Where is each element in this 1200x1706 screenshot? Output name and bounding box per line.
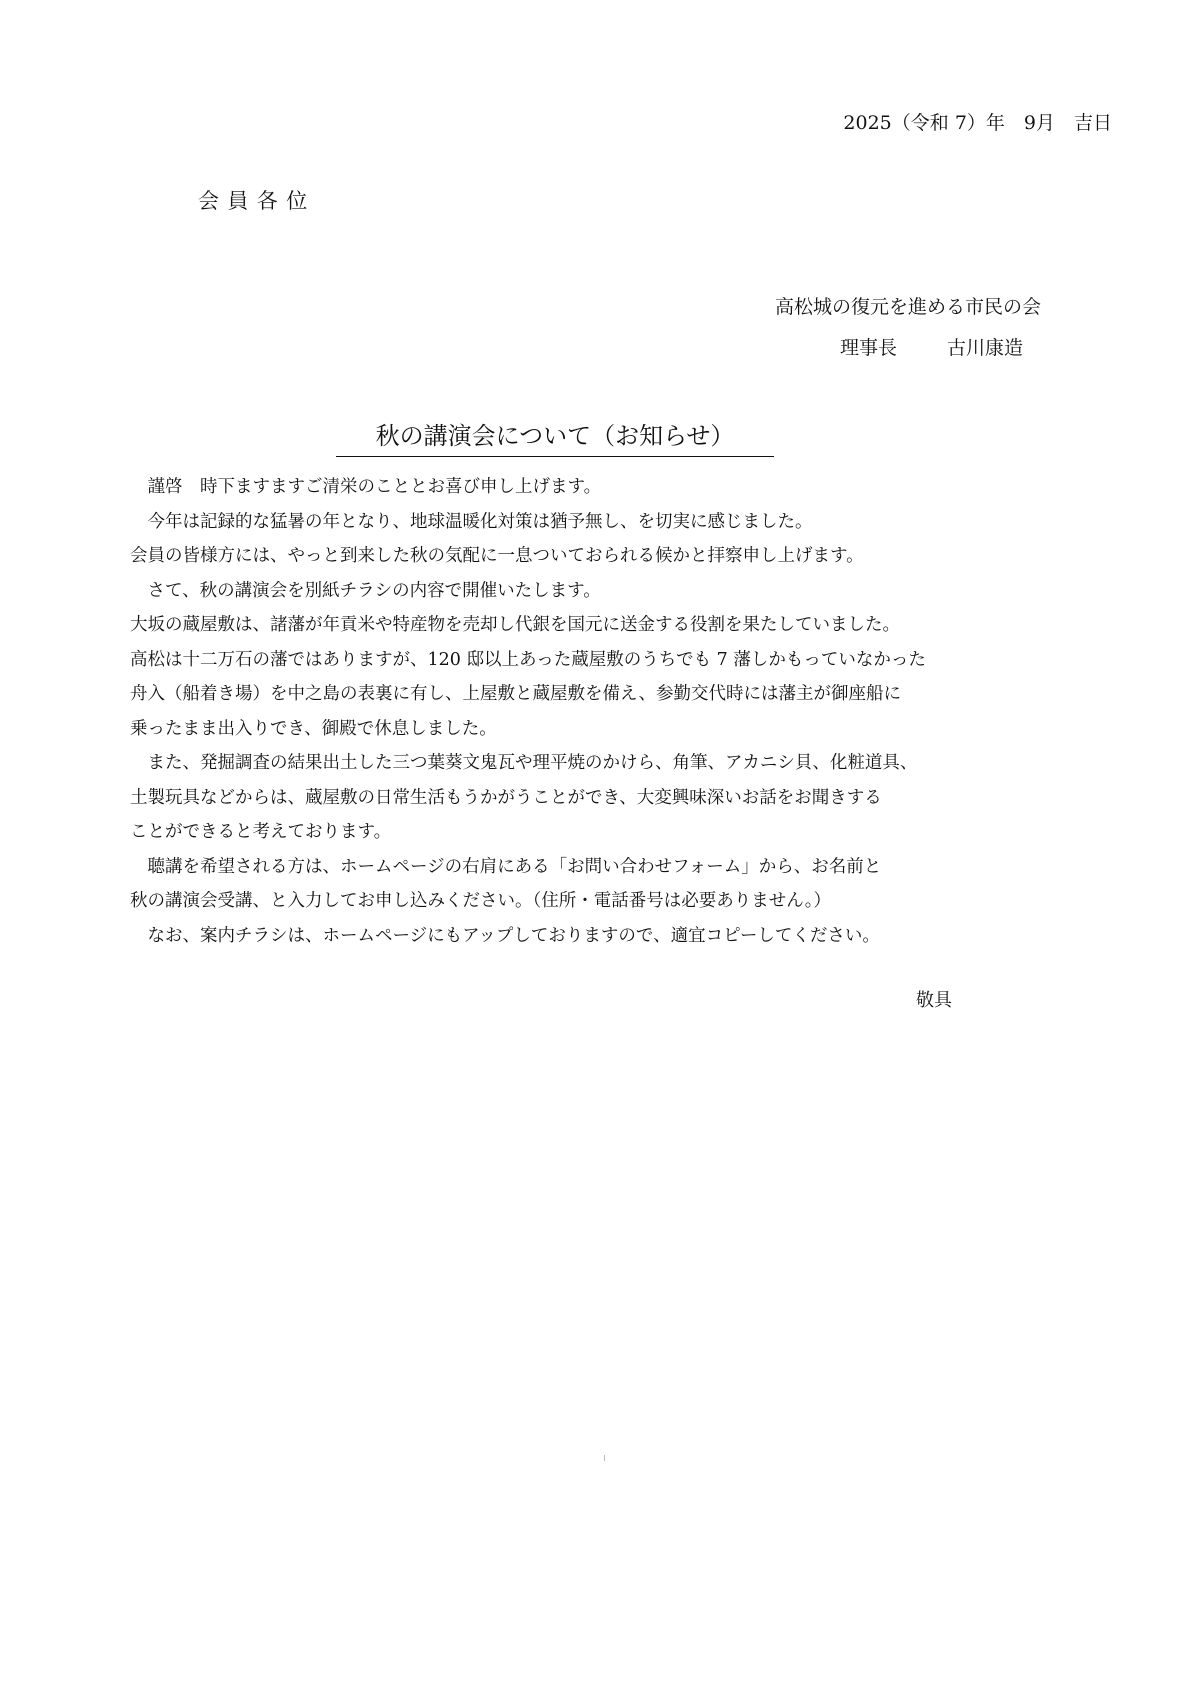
body-line: ことができると考えております。 [130,822,392,842]
scan-speck [604,1455,605,1461]
body-line: 聴講を希望される方は、ホームページの右肩にある「お問い合わせフォーム」から、お名前と [130,856,882,877]
body-line: さて、秋の講演会を別紙チラシの内容で開催いたします。 [130,580,601,601]
body-line: 舟入（船着き場）を中之島の表裏に有し、上屋敷と蔵屋敷を備え、参勤交代時には藩主が御座船に [130,684,902,704]
body-line: 乗ったまま出入りでき、御殿で休息しました。 [130,718,497,739]
sender-organization: 高松城の復元を進める市民の会 [775,296,1042,318]
body-line: また、発掘調査の結果出土した三つ葉葵文鬼瓦や理平焼のかけら、角筆、アカニシ貝、化粧道具、 [130,753,918,773]
body-line: 大坂の蔵屋敷は、諸藩が年貢米や特産物を売却し代銀を国元に送金する役割を果たしていました。 [130,615,900,635]
body-line: 秋の講演会受講、と入力してお申し込みください。（住所・電話番号は必要ありません。） [130,891,832,911]
document-title: 秋の講演会について（お知らせ） [336,416,774,457]
body-line: 土製玩具などからは、蔵屋敷の日常生活もうかがうことができ、大変興味深いお話をお聞きする [130,787,882,808]
letter-body [130,470,1100,953]
sender-title: 理事長 [840,337,898,359]
body-line: 会員の皆様方には、やっと到来した秋の気配に一息ついておられる候かと拝察申し上げます。 [130,546,864,566]
body-line: 高松は十二万石の藩ではありますが、120 邸以上あった蔵屋敷のうちでも 7 藩しかもっていなかった [130,649,926,670]
body-line: なお、案内チラシは、ホームページにもアップしておりますので、適宜コピーしてください。 [130,925,880,946]
addressee: 会員各位 [198,189,316,213]
body-line: 謹啓 時下ますますご清栄のこととお喜び申し上げます。 [130,477,602,497]
body-line: 今年は記録的な猛暑の年となり、地球温暖化対策は猶予無し、を切実に感じました。 [130,511,813,532]
letter-date: 2025（令和 7）年 9月 吉日 [843,112,1112,134]
closing-phrase: 敬具 [916,990,952,1011]
sender-name: 古川康造 [947,337,1024,359]
